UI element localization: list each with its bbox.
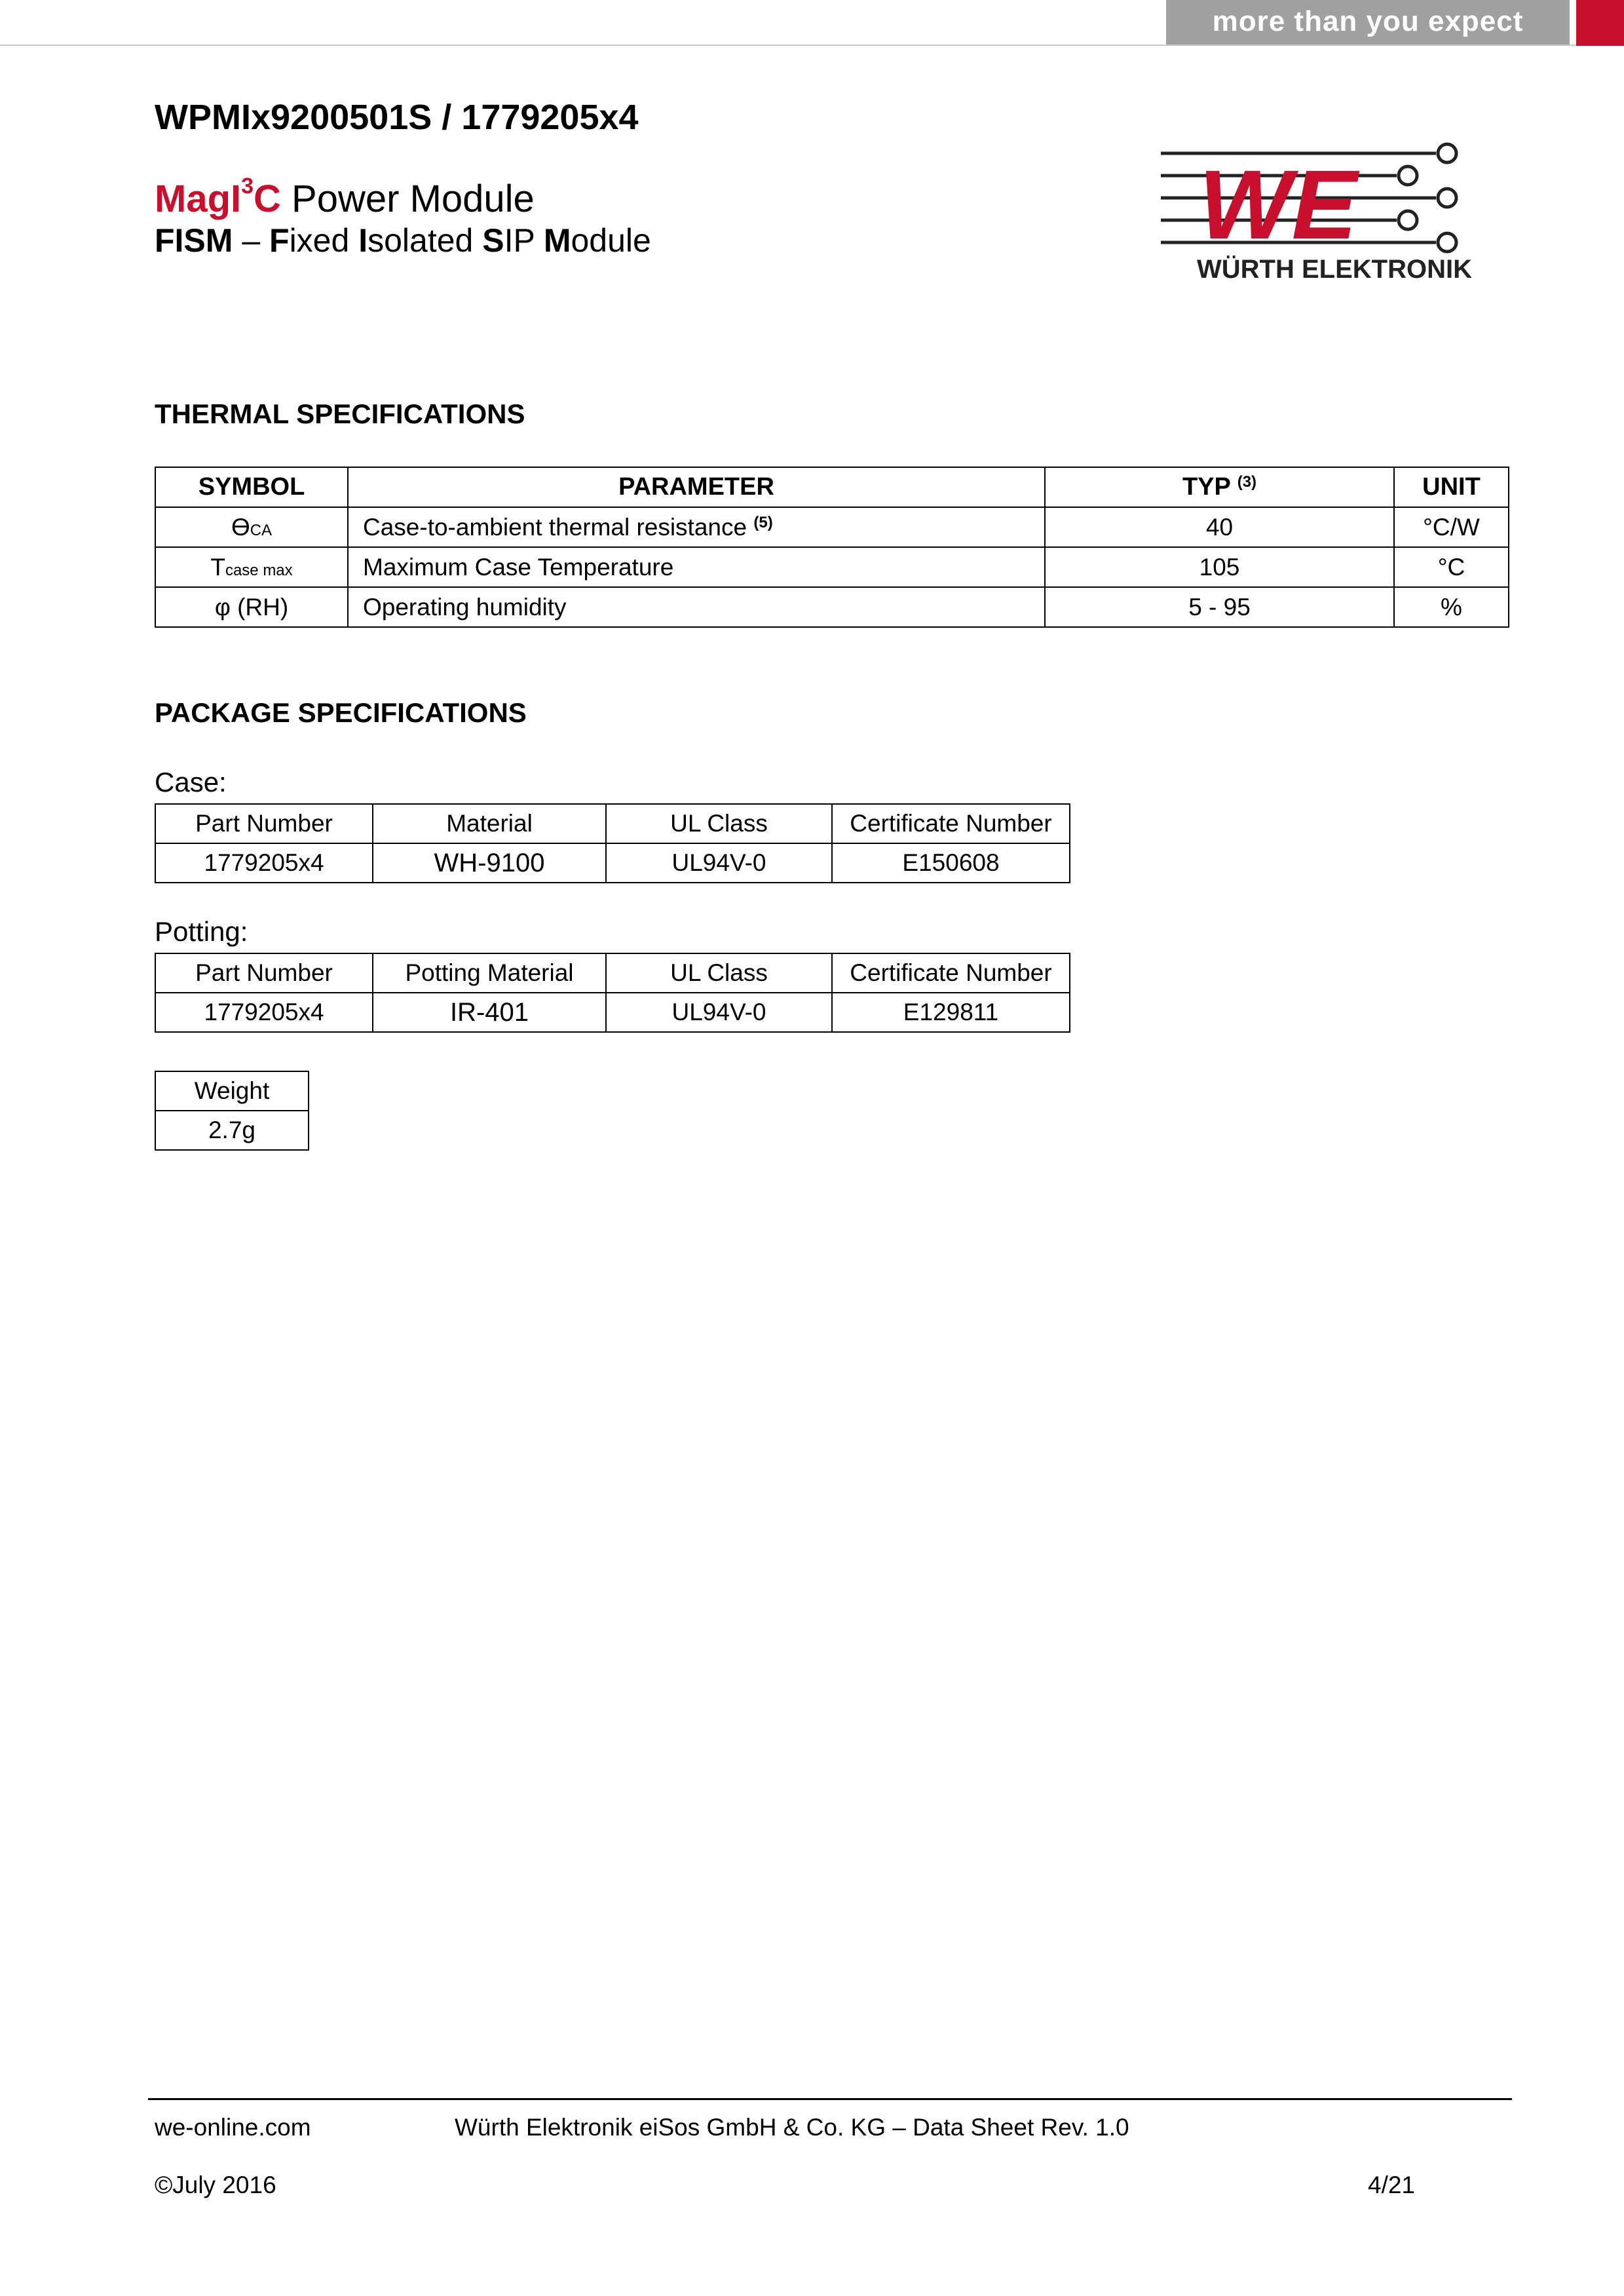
subtitle-letter-f: F [269,222,290,259]
parameter-text: Case-to-ambient thermal resistance [363,513,747,541]
document-title: WPMIx9200501S / 1779205x4 [155,98,639,137]
package-section-title: PACKAGE SPECIFICATIONS [155,697,527,728]
case-table [155,803,1070,883]
subtitle-word-isolated: solated [368,222,483,259]
table-row [155,1111,309,1150]
symbol-text: T [210,553,225,581]
certificate-number-cell: E150608 [832,843,1070,883]
parameter-cell: Maximum Case Temperature [348,547,1045,587]
footer-date: ©July 2016 [155,2172,276,2198]
table-header-row [155,1071,309,1111]
unit-cell: °C [1394,547,1509,587]
part-number-cell: 1779205x4 [155,993,373,1032]
table-header-row [155,467,1509,507]
table-row [155,843,1070,883]
col-header-part-number: Part Number [155,953,373,993]
table-header-row [155,953,1070,993]
tagline-banner: more than you expect [1166,0,1570,45]
logo-company-name: WÜRTH ELEKTRONIK [1197,255,1472,284]
thermal-section-title: THERMAL SPECIFICATIONS [155,398,525,429]
product-subtitle [155,221,651,259]
page-number: 4/21 [1368,2172,1416,2198]
wurth-elektronik-logo [1161,135,1477,286]
unit-cell: °C/W [1394,507,1509,547]
col-header-typ [1045,467,1394,507]
col-header-weight: Weight [155,1071,309,1111]
part-number-cell: 1779205x4 [155,843,373,883]
parameter-footnote: (5) [753,513,773,531]
weight-table [155,1071,309,1151]
col-header-ul-class: UL Class [606,804,832,843]
symbol-text: ϴ [231,513,250,541]
parameter-cell: Operating humidity [348,587,1045,627]
typ-footnote: (3) [1237,473,1257,491]
potting-label: Potting: [155,916,248,947]
symbol-cell [155,507,348,547]
weight-cell: 2.7g [155,1111,309,1150]
ul-class-cell: UL94V-0 [606,993,832,1032]
col-header-ul-class: UL Class [606,953,832,993]
subtitle-dash: – [233,222,270,259]
unit-cell: % [1394,587,1509,627]
material-cell: WH-9100 [373,843,606,883]
subtitle-letter-i: I [358,222,368,259]
brand-name-end: C [254,178,281,220]
symbol-cell [155,547,348,587]
footer-company: Würth Elektronik eiSos GmbH & Co. KG – Data Sheet Rev. 1.0 [455,2114,1129,2141]
col-header-unit: UNIT [1394,467,1509,507]
product-line [155,174,535,221]
logo-mark: WE [1199,149,1357,259]
table-header-row [155,804,1070,843]
tagline-red-block [1576,0,1624,46]
symbol-subscript: CA [250,521,273,539]
logo-graphic [1161,135,1477,286]
subtitle-letter-s: S [482,222,504,259]
table-row [155,993,1070,1032]
brand-superscript: 3 [241,174,254,199]
typ-label: TYP [1182,473,1231,501]
subtitle-letter-m: M [543,222,571,259]
col-header-certificate-number: Certificate Number [832,804,1070,843]
col-header-potting-material: Potting Material [373,953,606,993]
header-rule [0,45,1624,46]
col-header-parameter: PARAMETER [348,467,1045,507]
col-header-material: Material [373,804,606,843]
product-type: Power Module [280,178,535,220]
subtitle-word-module: odule [571,222,651,259]
typ-cell: 5 - 95 [1045,587,1394,627]
symbol-cell: φ (RH) [155,587,348,627]
col-header-certificate-number: Certificate Number [832,953,1070,993]
table-row [155,507,1509,547]
typ-cell: 105 [1045,547,1394,587]
brand-name: MagI [155,178,242,220]
footer-website[interactable]: we-online.com [155,2114,311,2141]
potting-material-cell: IR-401 [373,993,606,1032]
subtitle-word-sip: IP [504,222,544,259]
footer-rule [148,2098,1512,2100]
ul-class-cell: UL94V-0 [606,843,832,883]
table-row [155,587,1509,627]
case-label: Case: [155,767,227,797]
subtitle-acronym: FISM [155,222,233,259]
typ-cell: 40 [1045,507,1394,547]
col-header-part-number: Part Number [155,804,373,843]
subtitle-word-fixed: ixed [289,222,359,259]
certificate-number-cell: E129811 [832,993,1070,1032]
thermal-spec-table [155,467,1509,628]
potting-table [155,953,1070,1033]
table-row [155,547,1509,587]
col-header-symbol: SYMBOL [155,467,348,507]
parameter-cell [348,507,1045,547]
symbol-subscript: case max [225,561,293,579]
